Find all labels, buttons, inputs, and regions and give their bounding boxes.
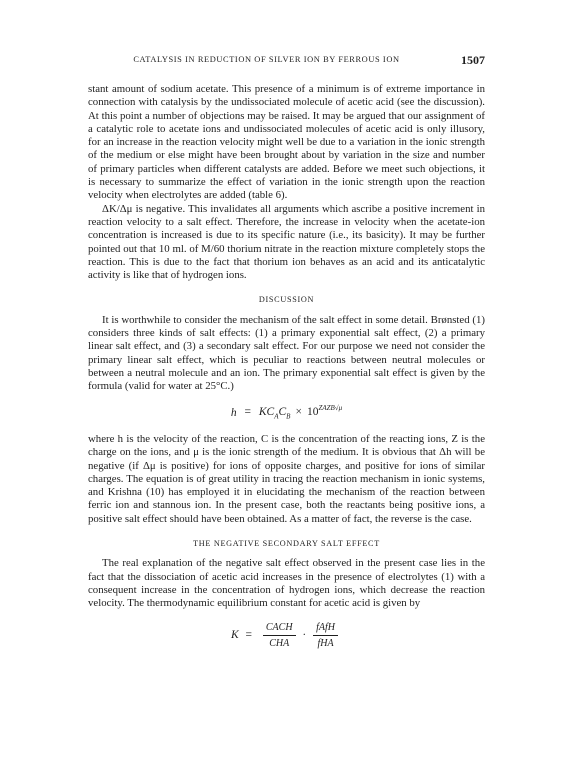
heading-negative-salt-effect: THE NEGATIVE SECONDARY SALT EFFECT [193,539,380,549]
body-text [88,83,485,659]
eq1-exponent: ZAZB√μ [318,404,343,413]
eq1-sub-a: A [274,412,279,421]
eq2-lhs: K [230,628,239,641]
eq2-frac2-denominator: fHA [317,637,334,649]
eq2-frac2-numerator: fAfH [313,621,338,636]
heading-discussion: DISCUSSION [258,295,315,305]
eq1-sub-b: B [286,412,291,421]
paragraph-where-h: where h is the velocity of the reaction, C is the concentration of the reacting ions, Z is the charge on the ions, and μ is the ionic strength of the medium. It is obvious that Δh will be negative (if Δμ is positive) for ions of opposite charges, and positive for ions of similar charges. The equation is of great utility in tracing the reaction mechanism in ionic systems, and Krishna (10) has employed it in elucidating the mechanism of the reaction between ferric ion and stannous ion. In the present case, both the reactants being positive ions, a positive salt effect should have been obtained. As a matter of fact, the reverse is the case. [88,432,485,525]
eq1-power-base: 10 [306,406,319,419]
paragraph-delta-k: ΔK/Δμ is negative. This invalidates all arguments which ascribe a positive increment in reaction velocity to a salt effect. Therefore, the increase in velocity when the acetate-ion concentration is increased is due to its specific nature (i.e., its basicity). It may be further pointed out that 10 ml. of M/60 thorium nitrate in the reaction mixture completely stops the reaction. This is due to the fact that thorium ion behaves as an acid and its anticatalytic activity is like that of hydrogen ions. [88,202,485,282]
running-title: CATALYSIS IN REDUCTION OF SILVER ION BY FERROUS ION [133,55,400,64]
paragraph-salt-effect-objections: stant amount of sodium acetate. This presence of a minimum is of extreme importance in connection with catalysis by the undissociated molecule of acetic acid (see the discussion). At this point a number of objections may be raised. It may be argued that our assignment of a catalytic role to acetate ions and undissociated molecules of acetic acid is only illusory, for an increase in the reaction velocity might well be due to a variation in the ionic strength of the medium or else might have been brought about by variation in the size and number of primary particles when different catalysts are added. Before we meet such objections, it is necessary to summarize the effect of variation in the ionic strength upon the reaction velocity when electrolytes are added (table 6). [88,83,485,202]
eq1-rhs [258,404,343,421]
eq1-lhs: h [230,406,237,419]
eq2-frac1-numerator: CACH [263,621,296,636]
paragraph-real-explanation: The real explanation of the negative salt effect observed in the present case lies in the fact that the dissociation of acetic acid increases in the presence of electrolytes (1) with a consequent increase in the concentration of hydrogen ions, which decrease the reaction velocity. The thermodynamic equilibrium constant for acetic acid is given by [88,557,485,610]
eq2-fraction-concentrations [263,621,296,651]
eq1-equals: = [244,406,251,419]
equation-salt-effect [88,403,485,424]
eq1-mid: C [278,406,287,419]
eq2-dot: · [302,628,307,641]
eq1-times: × [295,406,302,419]
running-head [88,53,485,69]
eq2-frac1-denominator: CHA [269,637,290,649]
equation-equilibrium-constant [88,621,485,651]
eq2-equals: = [245,628,252,641]
eq1-rhs-base: KC [258,406,275,419]
eq2-fraction-activity-coefficients [313,621,338,651]
paragraph-bronsted: It is worthwhile to consider the mechanism of the salt effect in some detail. Brønsted (1) considers three kinds of salt effects: (1) a primary exponential salt effect, (2) a primary linear salt effect, and (3) a secondary salt effect. For our purpose we need not consider the primary linear salt effect, which is peculiar to reactions between neutral molecules or between a neutral molecule and an ion. The primary exponential salt effect is given by the formula (valid for water at 25°C.) [88,313,485,393]
page-number: 1507 [461,53,485,67]
